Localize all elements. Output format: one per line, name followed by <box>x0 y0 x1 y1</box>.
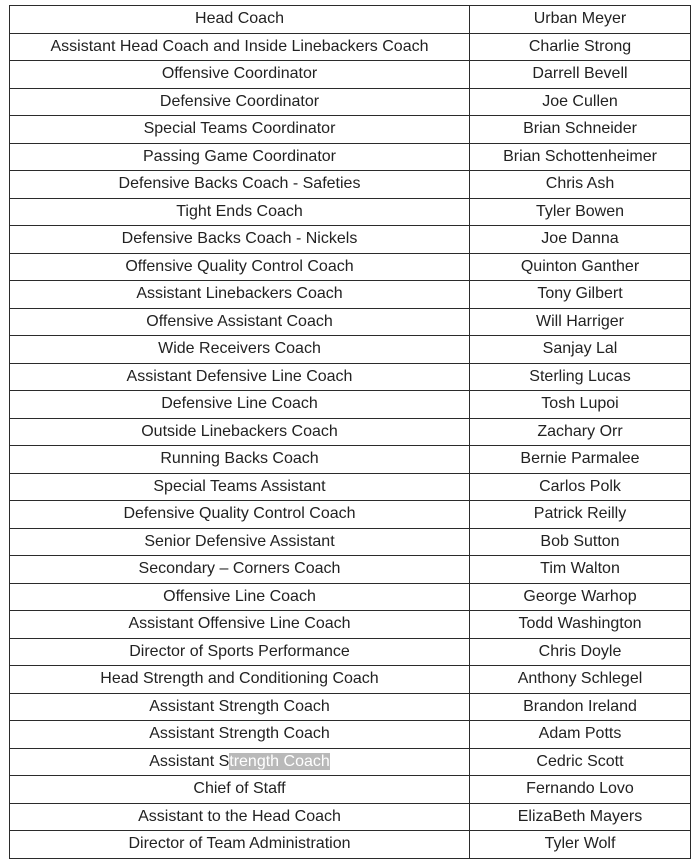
table-row <box>10 33 691 61</box>
table-row <box>10 308 691 336</box>
table-row <box>10 446 691 474</box>
role-cell: Defensive Backs Coach - Nickels <box>10 226 470 254</box>
name-cell: Tim Walton <box>470 556 691 584</box>
name-cell: Will Harriger <box>470 308 691 336</box>
name-cell: Quinton Ganther <box>470 253 691 281</box>
name-cell: Brian Schneider <box>470 116 691 144</box>
name-cell: ElizaBeth Mayers <box>470 803 691 831</box>
role-cell: Outside Linebackers Coach <box>10 418 470 446</box>
name-cell: Fernando Lovo <box>470 776 691 804</box>
name-cell: Sterling Lucas <box>470 363 691 391</box>
table-row <box>10 253 691 281</box>
name-cell: Cedric Scott <box>470 748 691 776</box>
table-row <box>10 88 691 116</box>
name-cell: Patrick Reilly <box>470 501 691 529</box>
role-cell <box>10 748 470 776</box>
name-cell: Chris Doyle <box>470 638 691 666</box>
text-selection-highlight[interactable]: trength Coach <box>229 752 330 770</box>
table-row <box>10 198 691 226</box>
table-row <box>10 693 691 721</box>
name-cell: Anthony Schlegel <box>470 666 691 694</box>
table-row <box>10 143 691 171</box>
name-cell: Tosh Lupoi <box>470 391 691 419</box>
role-cell: Head Strength and Conditioning Coach <box>10 666 470 694</box>
table-row <box>10 336 691 364</box>
role-cell: Assistant Defensive Line Coach <box>10 363 470 391</box>
table-row <box>10 666 691 694</box>
role-cell: Assistant Strength Coach <box>10 693 470 721</box>
table-row <box>10 418 691 446</box>
table-row <box>10 171 691 199</box>
role-cell: Assistant Head Coach and Inside Linebackers Coach <box>10 33 470 61</box>
name-cell: Darrell Bevell <box>470 61 691 89</box>
name-cell: Todd Washington <box>470 611 691 639</box>
table-row <box>10 61 691 89</box>
table-row <box>10 391 691 419</box>
table-row <box>10 611 691 639</box>
role-cell: Running Backs Coach <box>10 446 470 474</box>
name-cell: Charlie Strong <box>470 33 691 61</box>
name-cell: Sanjay Lal <box>470 336 691 364</box>
table-row <box>10 556 691 584</box>
name-cell: Tyler Wolf <box>470 831 691 859</box>
coaching-staff-table <box>9 5 691 859</box>
name-cell: Zachary Orr <box>470 418 691 446</box>
table-row <box>10 501 691 529</box>
name-cell: Carlos Polk <box>470 473 691 501</box>
name-cell: Chris Ash <box>470 171 691 199</box>
role-cell: Defensive Quality Control Coach <box>10 501 470 529</box>
name-cell: Joe Danna <box>470 226 691 254</box>
role-cell: Offensive Quality Control Coach <box>10 253 470 281</box>
role-cell: Assistant Linebackers Coach <box>10 281 470 309</box>
name-cell: George Warhop <box>470 583 691 611</box>
role-cell: Head Coach <box>10 6 470 34</box>
name-cell: Bernie Parmalee <box>470 446 691 474</box>
role-cell: Chief of Staff <box>10 776 470 804</box>
table-row <box>10 748 691 776</box>
table-row <box>10 528 691 556</box>
name-cell: Joe Cullen <box>470 88 691 116</box>
role-cell: Special Teams Coordinator <box>10 116 470 144</box>
table-row <box>10 803 691 831</box>
role-cell: Director of Team Administration <box>10 831 470 859</box>
name-cell: Tyler Bowen <box>470 198 691 226</box>
table-row <box>10 776 691 804</box>
role-cell: Assistant Strength Coach <box>10 721 470 749</box>
role-cell: Assistant to the Head Coach <box>10 803 470 831</box>
role-cell: Senior Defensive Assistant <box>10 528 470 556</box>
table-row <box>10 281 691 309</box>
role-cell: Assistant Offensive Line Coach <box>10 611 470 639</box>
role-cell: Special Teams Assistant <box>10 473 470 501</box>
role-cell: Tight Ends Coach <box>10 198 470 226</box>
role-cell: Passing Game Coordinator <box>10 143 470 171</box>
name-cell: Bob Sutton <box>470 528 691 556</box>
table-row <box>10 721 691 749</box>
table-row <box>10 583 691 611</box>
role-cell: Defensive Backs Coach - Safeties <box>10 171 470 199</box>
table-row <box>10 6 691 34</box>
role-cell: Director of Sports Performance <box>10 638 470 666</box>
name-cell: Urban Meyer <box>470 6 691 34</box>
name-cell: Tony Gilbert <box>470 281 691 309</box>
table-row <box>10 473 691 501</box>
staff-table-body <box>10 6 691 859</box>
table-row <box>10 116 691 144</box>
role-cell: Offensive Assistant Coach <box>10 308 470 336</box>
table-row <box>10 226 691 254</box>
table-row <box>10 831 691 859</box>
role-cell: Wide Receivers Coach <box>10 336 470 364</box>
name-cell: Brandon Ireland <box>470 693 691 721</box>
role-cell: Defensive Line Coach <box>10 391 470 419</box>
table-row <box>10 363 691 391</box>
role-cell: Offensive Line Coach <box>10 583 470 611</box>
role-text: Assistant S <box>149 752 230 770</box>
role-cell: Secondary – Corners Coach <box>10 556 470 584</box>
name-cell: Brian Schottenheimer <box>470 143 691 171</box>
role-cell: Offensive Coordinator <box>10 61 470 89</box>
name-cell: Adam Potts <box>470 721 691 749</box>
role-cell: Defensive Coordinator <box>10 88 470 116</box>
table-row <box>10 638 691 666</box>
